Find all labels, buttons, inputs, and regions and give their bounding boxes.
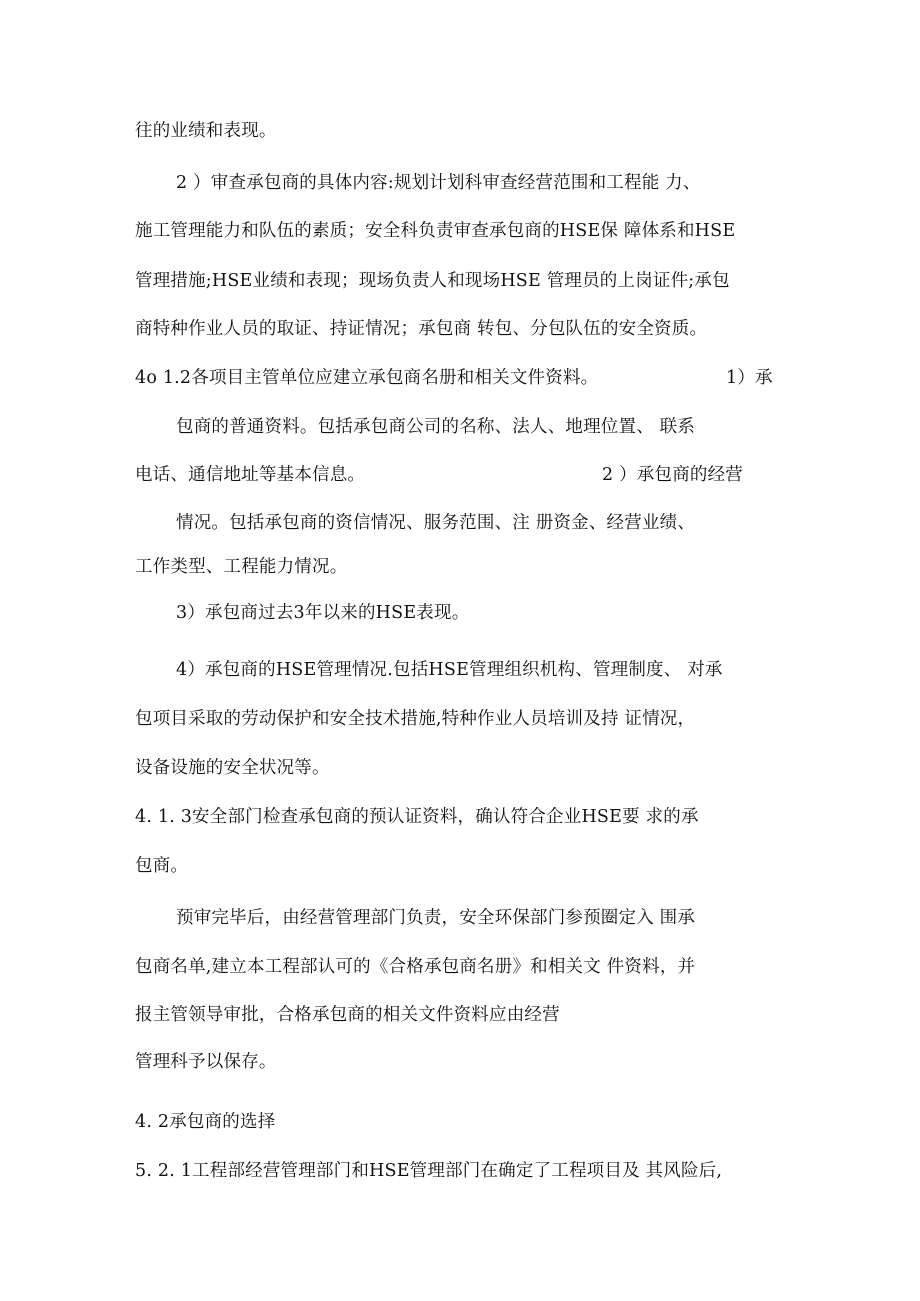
text-line: 1）承: [726, 368, 773, 388]
text-line: 4）承包商的HSE管理情况.包括HSE管理组织机构、管理制度、 对承: [176, 660, 723, 680]
text-line: 5. 2. 1工程部经营管理部门和HSE管理部门在确定了工程项目及 其风险后,: [135, 1161, 723, 1181]
text-line: 设备设施的安全状况等。: [135, 758, 330, 778]
text-line: 情况。包括承包商的资信情况、服务范围、注 册资金、经营业绩、: [176, 513, 696, 533]
text-line: 包商。: [135, 856, 189, 876]
text-line: 包项目采取的劳动保护和安全技术措施,特种作业人员培训及持 证情况，: [135, 709, 696, 729]
text-line: 4o 1.2各项目主管单位应建立承包商名册和相关文件资料。: [135, 368, 599, 388]
text-line: 3）承包商过去3年以来的HSE表现。: [176, 603, 470, 623]
section-heading: 4. 2承包商的选择: [135, 1112, 276, 1132]
text-line: 往的业绩和表现。: [135, 121, 277, 141]
text-line: 商特种作业人员的取证、持证情况；承包商 转包、分包队伍的安全资质。: [135, 319, 708, 339]
text-line: 2 ）审查承包商的具体内容:规划计划科审查经营范围和工程能 力、: [176, 173, 701, 193]
text-line: 包商名单,建立本工程部认可的《合格承包商名册》和相关文 件资料，并: [135, 957, 696, 977]
text-line: 预审完毕后，由经营管理部门负责，安全环保部门参预圈定入 围承: [176, 908, 696, 928]
text-line: 2 ）承包商的经营: [602, 465, 743, 485]
text-line: 管理措施;HSE业绩和表现；现场负责人和现场HSE 管理员的上岗证件;承包: [135, 271, 730, 291]
text-line: 包商的普通资料。包括承包商公司的名称、法人、地理位置、 联系: [176, 417, 696, 437]
text-line: 施工管理能力和队伍的素质；安全科负责审查承包商的HSE保 障体系和HSE: [135, 221, 736, 241]
text-line: 报主管领导审批，合格承包商的相关文件资料应由经营: [135, 1005, 560, 1025]
text-line: 管理科予以保存。: [135, 1052, 277, 1072]
text-line: 电话、通信地址等基本信息。: [135, 465, 366, 485]
text-line: 4. 1. 3安全部门检查承包商的预认证资料，确认符合企业HSE要 求的承: [135, 807, 699, 827]
text-line: 工作类型、工程能力情况。: [135, 557, 348, 577]
